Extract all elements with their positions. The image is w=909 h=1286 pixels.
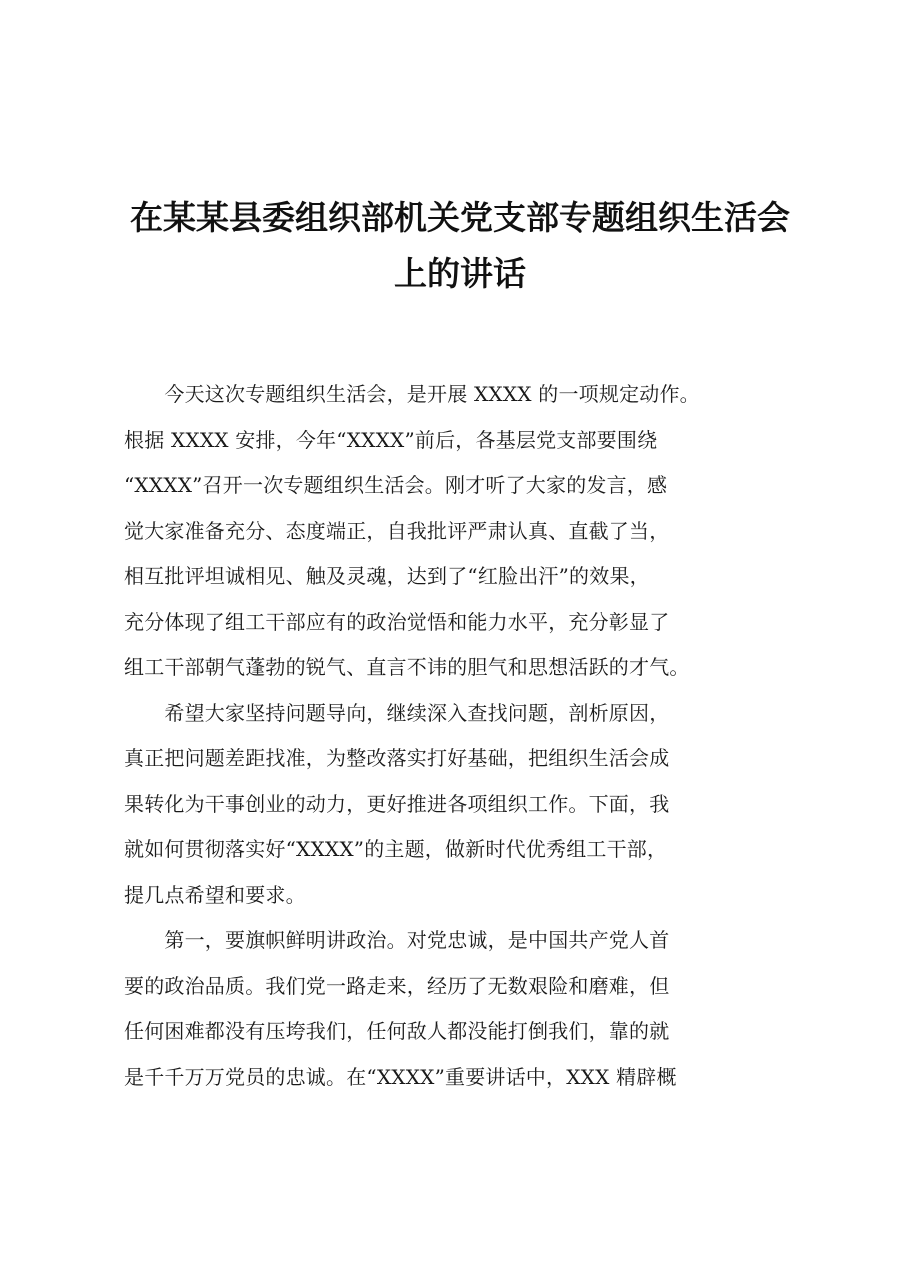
document-title: 在某某县委组织部机关党支部专题组织生活会 上的讲话 xyxy=(130,198,790,293)
document-body xyxy=(124,372,800,1100)
paragraph-2: 希望大家坚持问题导向，继续深入查找问题，剖析原因， 真正把问题差距找准，为整改落实打好基础，把组织生活会成 果转化为干事创业的动力，更好推进各项组织工作。下面，我 就如何贯彻落实好“XXXX”的主题，做新时代优秀组工干部， 提几点希望和要求。 xyxy=(124,700,670,907)
paragraph-1: 今天这次专题组织生活会，是开展 XXXX 的一项规定动作。 根据 XXXX 安排，今年“XXXX”前后，各基层党支部要围绕 “XXXX”召开一次专题组织生活会。刚才听了大家的发言，感 觉大家准备充分、态度端正，自我批评严肃认真、直截了当， 相互批评坦诚相见、触及灵魂，达到了“红脸出汗”的效果， 充分体现了组工干部应有的政治觉悟和能力水平，充分彰显了 组工干部朝气蓬勃的锐气、直言不讳的胆气和思想活跃的才气。 xyxy=(124,382,700,679)
paragraph-3: 第一，要旗帜鲜明讲政治。对党忠诚，是中国共产党人首 要的政治品质。我们党一路走来，经历了无数艰险和磨难，但 任何困难都没有压垮我们，任何敌人都没能打倒我们，靠的就 是千千万万党员的忠诚。在“XXXX”重要讲话中，XXX 精辟概 xyxy=(124,928,677,1089)
